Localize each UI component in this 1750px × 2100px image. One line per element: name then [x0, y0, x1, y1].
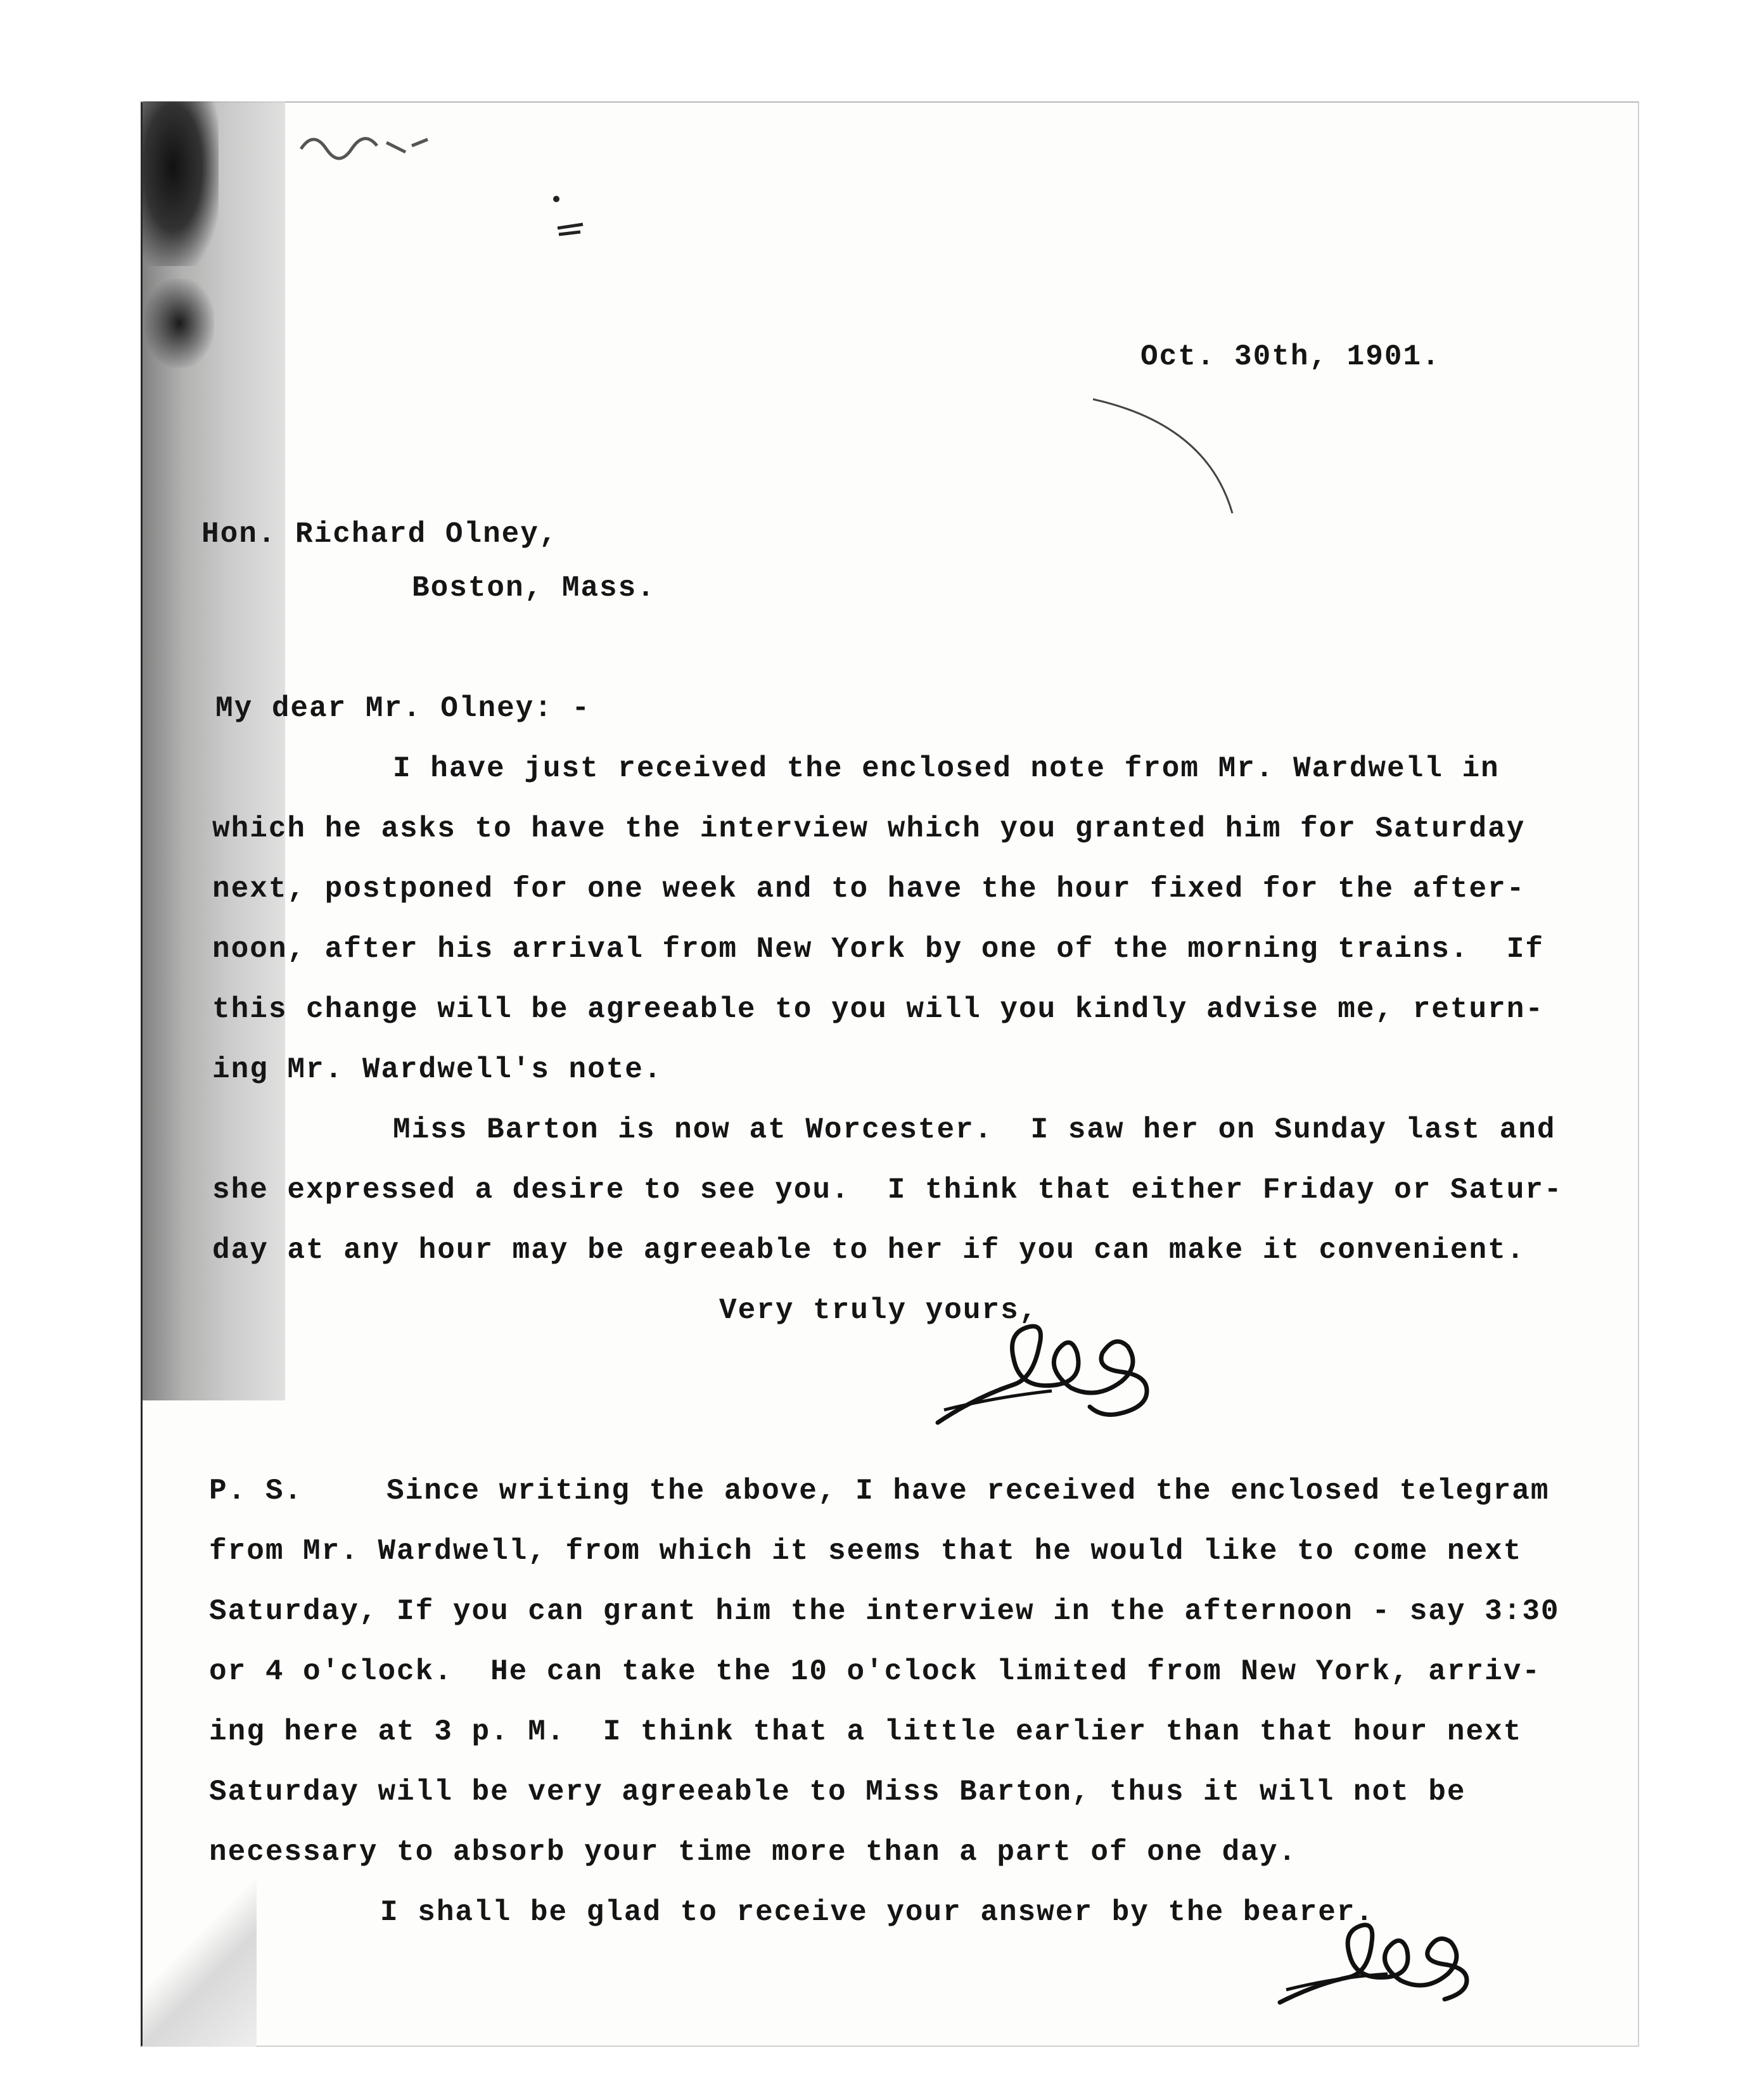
handwritten-initials: [1274, 1914, 1565, 2021]
postscript-line: or 4 o'clock. He can take the 10 o'clock limited from New York, arriv-: [209, 1655, 1541, 1688]
pencil-curve-mark: [1090, 393, 1242, 520]
body-line: ing Mr. Wardwell's note.: [212, 1053, 663, 1086]
postscript-line: I shall be glad to receive your answer by the bearer.: [380, 1896, 1375, 1929]
body-line: she expressed a desire to see you. I think that either Friday or Satur-: [212, 1174, 1563, 1207]
body-line: Miss Barton is now at Worcester. I saw her on Sunday last and: [393, 1113, 1556, 1146]
body-line: I have just received the enclosed note from Mr. Wardwell in: [393, 752, 1500, 785]
recipient-location: Boston, Mass.: [412, 572, 656, 605]
postscript-line: Since writing the above, I have received the enclosed telegram: [386, 1475, 1550, 1508]
postscript-label: P. S.: [209, 1475, 303, 1508]
recipient-name: Hon. Richard Olney,: [201, 518, 558, 551]
body-line: which he asks to have the interview which you granted him for Saturday: [212, 812, 1526, 845]
postscript-line: Saturday will be very agreeable to Miss Barton, thus it will not be: [209, 1776, 1466, 1809]
body-line: day at any hour may be agreeable to her if you can make it convenient.: [212, 1234, 1526, 1267]
top-scribble-mark: [298, 124, 437, 174]
postscript-line: Saturday, If you can grant him the interview in the afternoon - say 3:30: [209, 1595, 1560, 1628]
body-line: noon, after his arrival from New York by one of the morning trains. If: [212, 933, 1544, 966]
letter-date: Oct. 30th, 1901.: [1140, 340, 1441, 373]
salutation: My dear Mr. Olney: -: [215, 692, 591, 725]
ink-dot-mark: [545, 190, 596, 241]
closing: Very truly yours,: [719, 1294, 1038, 1327]
postscript-line: necessary to absorb your time more than a part of one day.: [209, 1836, 1298, 1869]
postscript-line: from Mr. Wardwell, from which it seems that he would like to come next: [209, 1535, 1523, 1568]
handwritten-signature: [931, 1315, 1248, 1435]
postscript-line: ing here at 3 p. M. I think that a little earlier than that hour next: [209, 1715, 1523, 1748]
body-line: next, postponed for one week and to have the hour fixed for the after-: [212, 873, 1526, 906]
body-line: this change will be agreeable to you will you kindly advise me, return-: [212, 993, 1544, 1026]
tape-stain: [143, 101, 219, 266]
tape-blot: [144, 279, 214, 368]
corner-fold: [143, 1876, 257, 2047]
